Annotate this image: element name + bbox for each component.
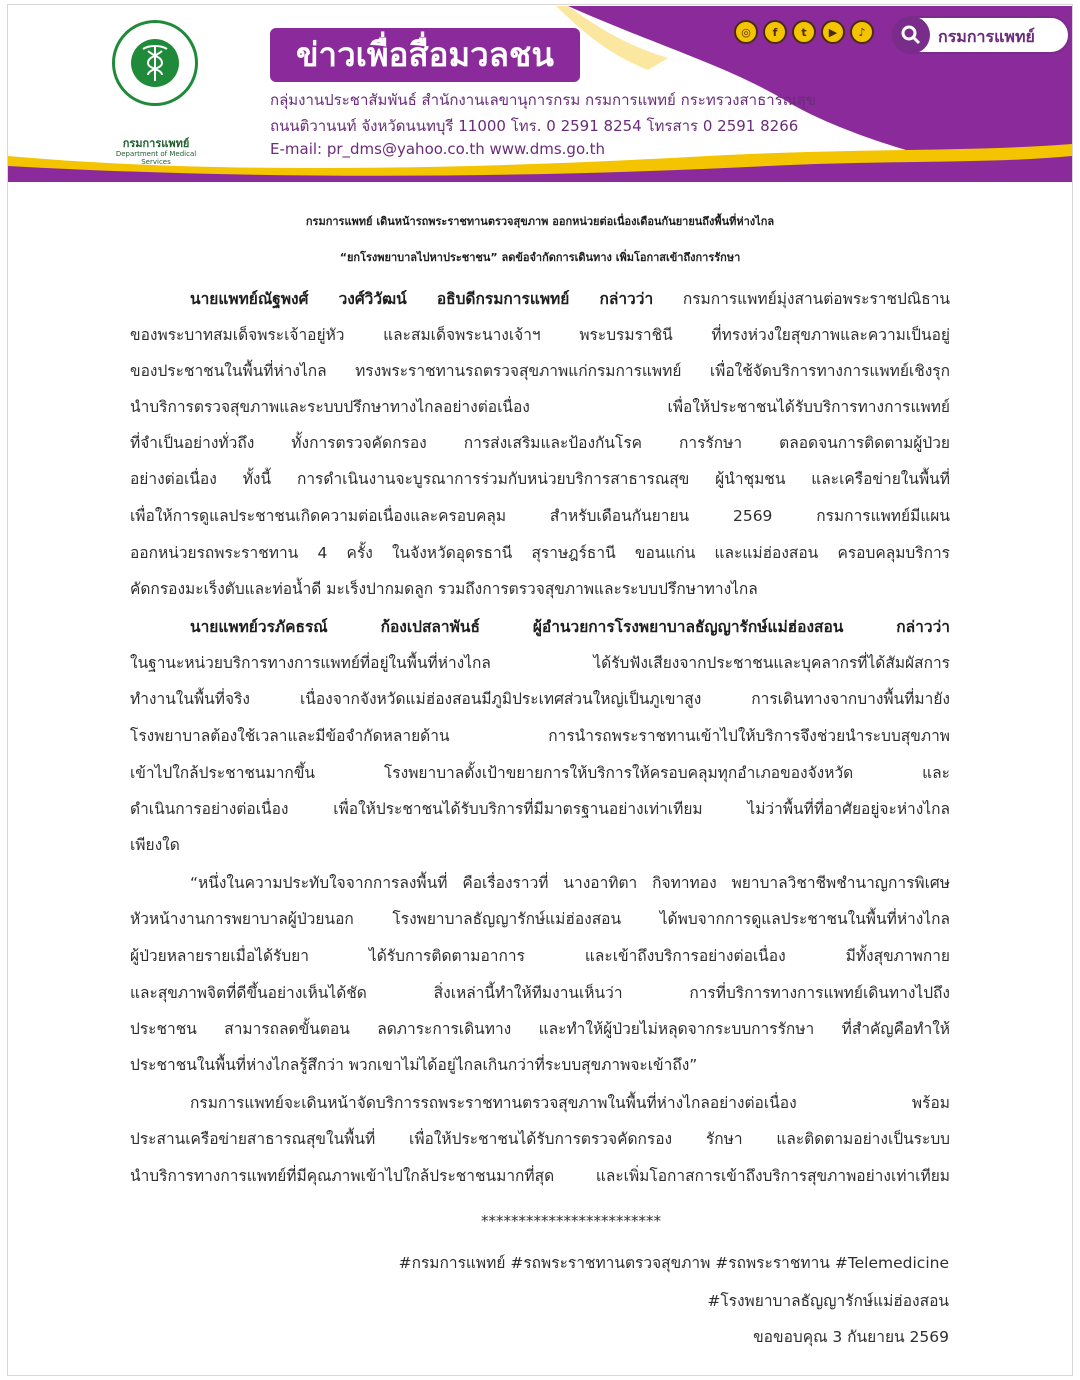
paragraph-1-line: ออกหน่วยรถพระราชทาน 4 ครั้ง ในจังหวัดอุดรธานี สุราษฎร์ธานี ขอนแก่น และแม่ฮ่องสอน ครอบคลุมบริการ [130,544,950,562]
paragraph-3-line: ผู้ป่วยหลายรายเมื่อได้รับยา ได้รับการติดตามอาการ และเข้าถึงบริการอย่างต่อเนื่อง มีทั้งสุขภาพกาย [130,947,950,965]
seal-ring-text [115,23,195,103]
paragraph-2-line: ดำเนินการอย่างต่อเนื่อง เพื่อให้ประชาชนได้รับบริการที่มีมาตรฐานอย่างเท่าเทียม ไม่ว่าพื้นที่ที่อาศัยอยู่จะห่างไกล [130,800,950,818]
twitter-icon[interactable]: t [792,20,816,44]
hashtags-line-1: #กรมการแพทย์ #รถพระราชทานตรวจสุขภาพ #รถพระราชทาน #Telemedicine [398,1254,949,1272]
department-name-en: Department of Medical Services [115,150,197,166]
paragraph-1-line: เพื่อให้การดูแลประชาชนเกิดความต่อเนื่องและครอบคลุม สำหรับเดือนกันยายน 2569 กรมการแพทย์มีแผน [130,507,950,525]
paragraph-1-line: อย่างต่อเนื่อง ทั้งนี้ การดำเนินงานจะบูรณาการร่วมกับหน่วยบริการสาธารณสุข ผู้นำชุมชน และเครือข่ายในพื้นที่ [130,470,950,488]
paragraph-1-line: นำบริการตรวจสุขภาพและระบบปรึกษาทางไกลอย่างต่อเนื่อง เพื่อให้ประชาชนได้รับบริการทางการแพทย์ [130,398,950,416]
contact-line-address: ถนนติวานนท์ จังหวัดนนทบุรี 11000 โทร. 0 2591 8254 โทรสาร 0 2591 8266 [270,117,799,135]
youtube-icon[interactable]: ▶ [821,20,845,44]
paragraph-3-line: และสุขภาพจิตที่ดีขึ้นอย่างเห็นได้ชัด สิ่งเหล่านี้ทำให้ทีมงานเห็นว่า การที่บริการทางการแพทย์เดินทางไปถึง [130,984,950,1002]
search-label: กรมการแพทย์ [938,27,1035,46]
department-name-th: กรมการแพทย์ [122,137,190,150]
press-release-header [8,6,1072,182]
speaker-hospital-director [190,614,950,639]
paragraph-3-line: ประชาชนในพื้นที่ห่างไกลรู้สึกว่า พวกเขาไม่ได้อยู่ไกลเกินกว่าที่ระบบสุขภาพจะเข้าถึง” [130,1056,698,1074]
paragraph-1-line: คัดกรองมะเร็งตับและท่อน้ำดี มะเร็งปากมดลูก รวมถึงการตรวจสุขภาพและระบบปรึกษาทางไกล [130,580,758,598]
contact-line-email[interactable]: E-mail: pr_dms@yahoo.co.th www.dms.go.th [270,140,606,158]
speaker-director-general: นายแพทย์ณัฐพงศ์ วงศ์วิวัฒน์ อธิบดีกรมการแพทย์ กล่าวว่า [190,290,654,308]
ministry-logo [106,20,226,170]
paragraph-3-first-line: “หนึ่งในความประทับใจจากการลงพื้นที่ คือเรื่องราวที่ นางอาทิตา กิจทาทอง พยาบาลวิชาชีพชำนาญการพิเศษ [190,874,950,892]
headline-line-1: กรมการแพทย์ เดินหน้ารถพระราชทานตรวจสุขภาพ ออกหน่วยต่อเนื่องเดือนกันยายนถึงพื้นที่ห่างไกล [305,215,775,228]
contact-line-department: กลุ่มงานประชาสัมพันธ์ สำนักงานเลขานุการกรม กรมการแพทย์ กระทรวงสาธารณสุข [270,91,817,109]
paragraph-1-text: กรมการแพทย์มุ่งสานต่อพระราชปณิธาน [682,290,951,308]
paragraph-4-line: ประสานเครือข่ายสาธารณสุขในพื้นที่ เพื่อให้ประชาชนได้รับการตรวจคัดกรอง รักษา และติดตามอย่างเป็นระบบ [130,1130,950,1148]
facebook-icon[interactable]: f [763,20,787,44]
instagram-icon[interactable]: ◎ [734,20,758,44]
social-icons [734,20,874,44]
speaker-hospital-director-text: นายแพทย์วรภัคธรณ์ ก้องเปสลาพันธ์ ผู้อำนวยการโรงพยาบาลธัญญารักษ์แม่ฮ่องสอน กล่าวว่า [190,618,950,636]
paragraph-2-line: ทำงานในพื้นที่จริง เนื่องจากจังหวัดแม่ฮ่องสอนมีภูมิประเทศส่วนใหญ่เป็นภูเขาสูง การเดินทางจากบางพื้นที่มายัง [130,690,950,708]
tiktok-icon[interactable]: ♪ [850,20,874,44]
ministry-seal [112,20,198,106]
release-date: ขอขอบคุณ 3 กันยายน 2569 [753,1328,949,1346]
paragraph-3-line: หัวหน้างานการพยาบาลผู้ป่วยนอก โรงพยาบาลธัญญารักษ์แม่ฮ่องสอน ได้พบจากการดูแลประชาชนในพื้นที่ห่างไกล [130,910,950,928]
paragraph-2-line: ในฐานะหน่วยบริการทางการแพทย์ที่อยู่ในพื้นที่ห่างไกล ได้รับฟังเสียงจากประชาชนและบุคลากรที่ได้สัมผัสการ [130,654,950,672]
paragraph-4-first-line: กรมการแพทย์จะเดินหน้าจัดบริการรถพระราชทานตรวจสุขภาพในพื้นที่ห่างไกลอย่างต่อเนื่อง พร้อม [190,1094,950,1112]
paragraph-1-line: ของพระบาทสมเด็จพระเจ้าอยู่หัว และสมเด็จพระนางเจ้าฯ พระบรมราชินี ที่ทรงห่วงใยสุขภาพและความเป็นอยู่ [130,326,950,344]
paragraph-2-line: เพียงใด [130,836,180,854]
paragraph-1-first-line [190,286,950,311]
separator-stars: ************************ [481,1212,661,1230]
paragraph-3-line: ประชาชน สามารถลดขั้นตอน ลดภาระการเดินทาง และทำให้ผู้ป่วยไม่หลุดจากระบบการรักษา ที่สำคัญคือทำให้ [130,1020,950,1038]
paragraph-1-line: ของประชาชนในพื้นที่ห่างไกล ทรงพระราชทานรถตรวจสุขภาพแก่กรมการแพทย์ เพื่อใช้จัดบริการทางการแพทย์เชิงรุก [130,362,950,380]
search-icon[interactable] [892,16,930,54]
headline-line-2: “ยกโรงพยาบาลไปหาประชาชน” ลดข้อจำกัดการเดินทาง เพิ่มโอกาสเข้าถึงการรักษา [339,251,741,264]
press-title: ข่าวเพื่อสื่อมวลชน [270,28,580,82]
paragraph-2-line: โรงพยาบาลต้องใช้เวลาและมีข้อจำกัดหลายด้าน การนำรถพระราชทานเข้าไปให้บริการจึงช่วยนำระบบสุขภาพ [130,727,950,745]
paragraph-4-line: นำบริการทางการแพทย์ที่มีคุณภาพเข้าไปใกล้ประชาชนมากที่สุด และเพิ่มโอกาสการเข้าถึงบริการสุขภาพอย่างเท่าเทียม [130,1167,950,1185]
paragraph-2-line: เข้าไปใกล้ประชาชนมากขึ้น โรงพยาบาลตั้งเป้าขยายการให้บริการให้ครอบคลุมทุกอำเภอของจังหวัด และ [130,764,950,782]
paragraph-1-line: ที่จำเป็นอย่างทั่วถึง ทั้งการตรวจคัดกรอง การส่งเสริมและป้องกันโรค การรักษา ตลอดจนการติดตามผู้ป่วย [130,434,950,452]
search-department[interactable] [892,16,1070,54]
hashtags-line-2: #โรงพยาบาลธัญญารักษ์แม่ฮ่องสอน [707,1292,949,1310]
